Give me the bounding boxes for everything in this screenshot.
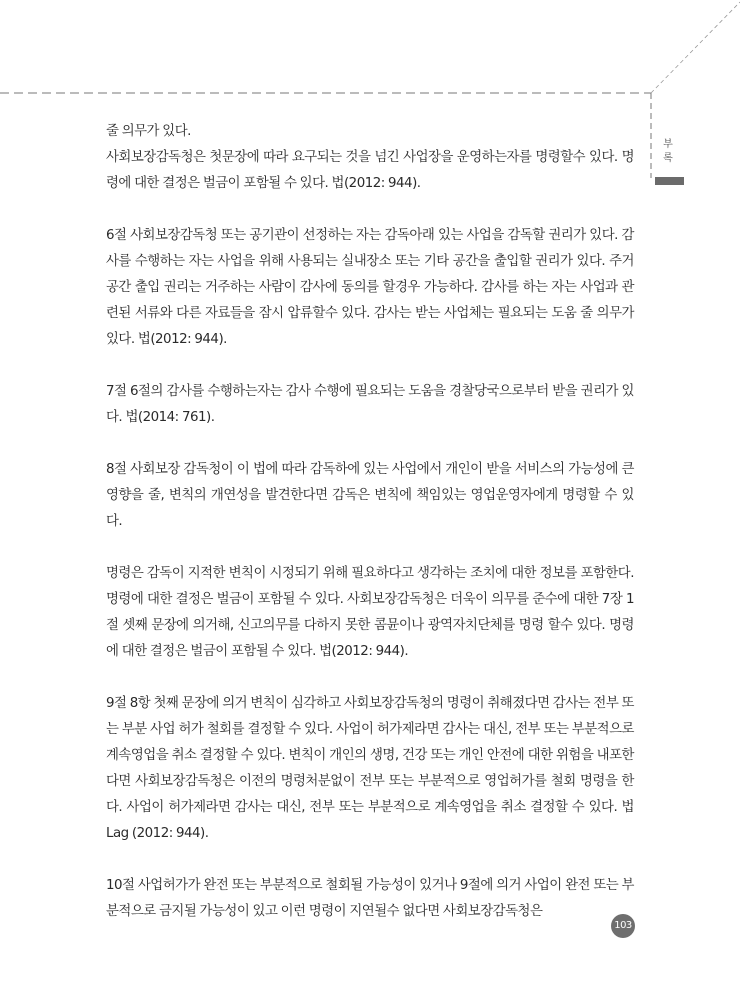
corner-diagonal-line: [651, 2, 740, 93]
appendix-tab-bar: [655, 177, 684, 185]
body-text: [106, 119, 634, 925]
paragraph: 줄 의무가 있다.: [106, 124, 191, 139]
paragraph: 사회보장감독청은 첫문장에 따라 요구되는 것을 넘긴 사업장을 운영하는자를 명령할수 있다. 명령에 대한 결정은 벌금이 포함될 수 있다. 법(2012: 944).: [106, 150, 634, 191]
paragraph: 10절 사업허가가 완전 또는 부분적으로 철회될 가능성이 있거나 9절에 의거 사업이 완전 또는 부분적으로 금지될 가능성이 있고 이런 명령이 지연될수 없다면 사회보장감독청은: [106, 878, 634, 919]
paragraph: 6절 사회보장감독청 또는 공기관이 선정하는 자는 감독아래 있는 사업을 감독할 권리가 있다. 감사를 수행하는 자는 사업을 위해 사용되는 실내장소 또는 기타 공간을 출입할 권리가 있다. 주거공간 출입 권리는 거주하는 사람이 감사에 동의를 할경우 가능하다. 감사를 하는 자는 사업과 관련된 서류와 다른 자료들을 잠시 압류할수 있다. 감사는 받는 사업체는 필요되는 도움 줄 의무가 있다. 법(2012: 944).: [106, 228, 634, 347]
paragraph: 7절 6절의 감사를 수행하는자는 감사 수행에 필요되는 도움을 경찰당국으로부터 받을 권리가 있다. 법(2014: 761).: [106, 384, 634, 425]
paragraph: 9절 8항 첫째 문장에 의거 변칙이 심각하고 사회보장감독청의 명령이 취해졌다면 감사는 전부 또는 부분 사업 허가 철회를 결정할 수 있다. 사업이 허가제라면 감사는 대신, 전부 또는 부분적으로 계속영업을 취소 결정할 수 있다. 변칙이 개인의 생명, 건강 또는 개인 안전에 대한 위험을 내포한다면 사회보장감독청은 이전의 명령처분없이 전부 또는 부분적으로 영업허가를 철회 명령을 한다. 사업이 허가제라면 감사는 대신, 전부 또는 부분적으로 계속영업을 취소 결정할 수 있다. 법 Lag (2012: 944).: [106, 696, 634, 841]
appendix-tab-char: 부: [663, 139, 673, 150]
appendix-tab-char: 록: [663, 153, 673, 164]
paragraph: 명령은 감독이 지적한 변칙이 시정되기 위해 필요하다고 생각하는 조치에 대한 정보를 포함한다. 명령에 대한 결정은 벌금이 포함될 수 있다. 사회보장감독청은 더욱이 의무를 준수에 대한 7장 1절 셋째 문장에 의거해, 신고의무를 다하지 못한 콤뮨이나 광역자치단체를 명령 할수 있다. 명령에 대한 결정은 벌금이 포함될 수 있다. 법(2012: 944).: [106, 566, 634, 659]
paragraph: 8절 사회보장 감독청이 이 법에 따라 감독하에 있는 사업에서 개인이 받을 서비스의 가능성에 큰 영향을 줄, 변칙의 개연성을 발견한다면 감독은 변칙에 책임있는 영업운영자에게 명령할 수 있다.: [106, 462, 634, 529]
appendix-tab: [660, 138, 676, 166]
page-number-badge: 103: [611, 914, 635, 938]
